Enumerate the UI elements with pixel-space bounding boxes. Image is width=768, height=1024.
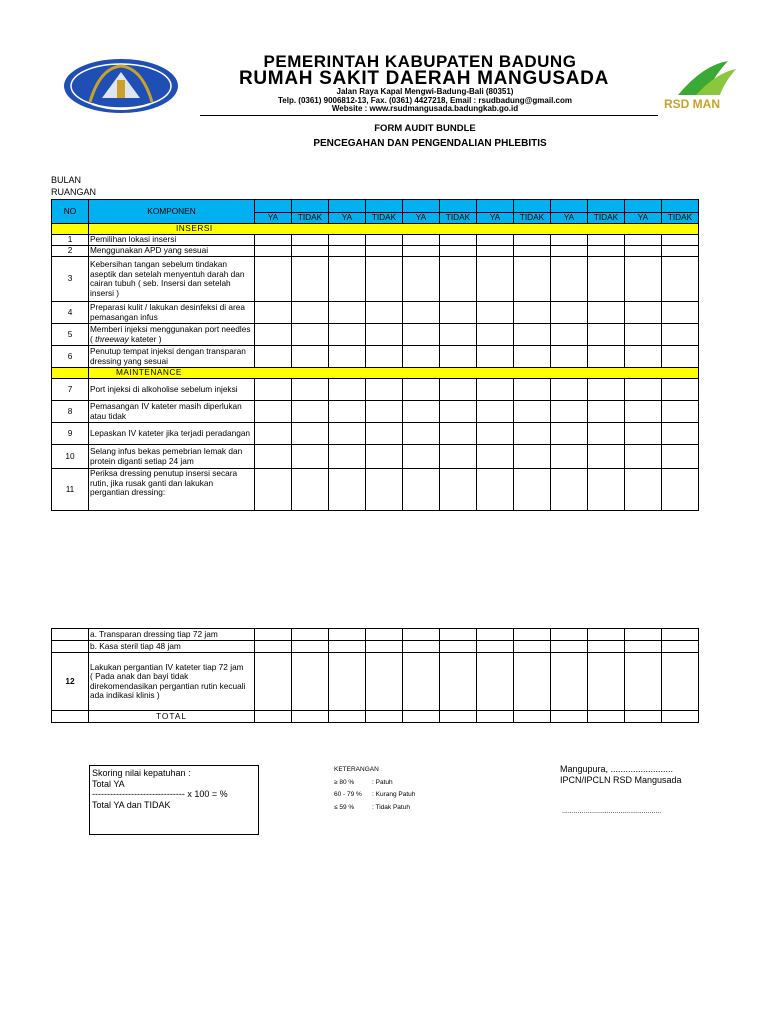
keterangan-block [334,764,415,814]
rsd-mangusada-logo [658,55,768,115]
score-cell[interactable] [255,469,292,511]
row-number [52,641,89,653]
score-cell[interactable] [514,641,551,653]
header-blank [662,200,699,213]
header-ya-tidak: TIDAK [588,213,625,224]
score-cell[interactable] [292,246,329,257]
score-cell[interactable] [255,629,292,641]
kop-website: Website : www.rsudmangusada.badungkab.go.id [331,104,519,113]
score-cell[interactable] [588,246,625,257]
row-number: 9 [52,423,89,445]
row-komponen: Selang infus bekas pemebrian lemak dan protein diganti setiap 24 jam [89,445,255,469]
header-komponen: KOMPONEN [89,200,255,224]
score-cell[interactable] [292,653,329,711]
score-cell[interactable] [662,629,699,641]
score-cell[interactable] [440,653,477,711]
score-cell[interactable] [292,641,329,653]
score-cell[interactable] [292,423,329,445]
score-cell[interactable] [477,235,514,246]
score-cell[interactable] [551,469,588,511]
score-cell[interactable] [625,711,662,723]
score-cell[interactable] [588,346,625,368]
header-blank [329,200,366,213]
score-cell[interactable] [403,257,440,302]
score-cell[interactable] [625,445,662,469]
score-cell[interactable] [588,379,625,401]
score-cell[interactable] [329,423,366,445]
score-cell[interactable] [366,257,403,302]
score-cell[interactable] [292,711,329,723]
score-cell[interactable] [662,641,699,653]
row-number: 10 [52,445,89,469]
score-cell[interactable] [255,235,292,246]
score-cell[interactable] [292,629,329,641]
row-number: 3 [52,257,89,302]
score-cell[interactable] [514,346,551,368]
header-blank [588,200,625,213]
score-cell[interactable] [255,711,292,723]
keterangan-item: ≤ 59 % : Tidak Patuh [334,803,410,811]
row-number [52,629,89,641]
score-cell[interactable] [255,324,292,346]
score-cell[interactable] [662,423,699,445]
score-cell[interactable] [440,401,477,423]
score-cell[interactable] [514,423,551,445]
header-blank [625,200,662,213]
score-cell[interactable] [477,302,514,324]
score-cell[interactable] [403,401,440,423]
score-cell[interactable] [329,653,366,711]
score-cell[interactable] [329,235,366,246]
header-blank [440,200,477,213]
score-cell[interactable] [366,302,403,324]
score-cell[interactable] [403,445,440,469]
row-komponen: b. Kasa steril tiap 48 jam [89,641,255,653]
row-number: 7 [52,379,89,401]
score-cell[interactable] [403,346,440,368]
score-cell[interactable] [329,246,366,257]
score-cell[interactable] [514,653,551,711]
score-cell[interactable] [662,257,699,302]
score-cell[interactable] [292,235,329,246]
score-cell[interactable] [625,653,662,711]
score-cell[interactable] [440,346,477,368]
score-cell[interactable] [440,246,477,257]
kop-address-block [196,88,654,114]
form-title: FORM AUDIT BUNDLE [374,123,476,134]
score-cell[interactable] [477,653,514,711]
score-cell[interactable] [440,641,477,653]
header-ya-tidak: YA [551,213,588,224]
score-cell[interactable] [292,379,329,401]
score-cell[interactable] [255,401,292,423]
score-cell[interactable] [440,423,477,445]
score-cell[interactable] [477,379,514,401]
score-cell[interactable] [403,423,440,445]
row-komponen: a. Transparan dressing tiap 72 jam [89,629,255,641]
score-cell[interactable] [366,235,403,246]
score-cell[interactable] [329,324,366,346]
keterangan-item: ≥ 80 % : Patuh [334,778,393,786]
score-cell[interactable] [588,653,625,711]
header-ya-tidak: YA [255,213,292,224]
row-komponen: Penutup tempat injeksi dengan transparan dressing yang sesuai [89,346,255,368]
keterangan-item: 60 - 79 % : Kurang Patuh [334,791,416,798]
score-cell[interactable] [588,629,625,641]
score-cell[interactable] [625,629,662,641]
score-cell[interactable] [403,711,440,723]
score-cell[interactable] [292,346,329,368]
section-maintenance-cell [52,368,89,379]
score-cell[interactable] [329,445,366,469]
score-cell[interactable] [477,445,514,469]
score-cell[interactable] [329,469,366,511]
score-cell[interactable] [662,246,699,257]
score-cell[interactable] [477,401,514,423]
score-cell[interactable] [440,257,477,302]
score-cell[interactable] [625,379,662,401]
signature-block [560,764,682,786]
header-blank [292,200,329,213]
skoring-title: Skoring nilai kepatuhan : [92,768,191,778]
score-cell[interactable] [292,401,329,423]
score-cell[interactable] [551,257,588,302]
score-cell[interactable] [551,629,588,641]
score-cell[interactable] [625,401,662,423]
score-cell[interactable] [255,346,292,368]
score-cell[interactable] [366,469,403,511]
score-cell[interactable] [329,379,366,401]
header-blank [403,200,440,213]
row-number: 4 [52,302,89,324]
header-ya-tidak: TIDAK [440,213,477,224]
score-cell[interactable] [662,324,699,346]
keterangan-title: KETERANGAN [334,766,379,773]
page-break-gap [52,511,699,629]
score-cell[interactable] [662,379,699,401]
score-cell[interactable] [551,445,588,469]
score-cell[interactable] [588,423,625,445]
header-ya-tidak: YA [403,213,440,224]
score-cell[interactable] [662,653,699,711]
score-cell[interactable] [329,629,366,641]
header-ya-tidak: TIDAK [366,213,403,224]
skoring-total-ya-tidak: Total YA dan TIDAK [92,799,171,810]
row-komponen: Port injeksi di alkoholise sebelum injeksi [89,379,255,401]
score-cell[interactable] [403,246,440,257]
score-cell[interactable] [514,445,551,469]
form-subtitle: PENCEGAHAN DAN PENGENDALIAN PHLEBITIS [313,138,547,149]
row-number: 11 [52,469,89,511]
score-cell[interactable] [255,302,292,324]
score-cell[interactable] [440,324,477,346]
score-cell[interactable] [662,445,699,469]
score-cell[interactable] [625,469,662,511]
score-cell[interactable] [403,379,440,401]
score-cell[interactable] [403,629,440,641]
score-cell[interactable] [588,445,625,469]
score-cell[interactable] [551,324,588,346]
score-cell[interactable] [625,235,662,246]
kop-divider [200,115,658,116]
header-blank [477,200,514,213]
score-cell[interactable] [292,469,329,511]
score-cell[interactable] [514,379,551,401]
score-cell[interactable] [514,246,551,257]
kop-line-2: RUMAH SAKIT DAERAH MANGUSADA [238,68,610,89]
row-number: 6 [52,346,89,368]
score-cell[interactable] [366,401,403,423]
total-no-cell [52,711,89,723]
header-ya-tidak: YA [625,213,662,224]
kop-line-1: PEMERINTAH KABUPATEN BADUNG [263,52,577,71]
skoring-formula: ------------------------------- x 100 = % [92,789,228,799]
score-cell[interactable] [588,641,625,653]
score-cell[interactable] [403,302,440,324]
score-cell[interactable] [329,641,366,653]
score-cell[interactable] [625,423,662,445]
header-blank [255,200,292,213]
total-label: TOTAL [89,711,255,723]
header-ya-tidak: TIDAK [514,213,551,224]
score-cell[interactable] [292,445,329,469]
score-cell[interactable] [551,711,588,723]
score-cell[interactable] [588,257,625,302]
section-insersi-cell [52,224,89,235]
score-cell[interactable] [329,711,366,723]
score-cell[interactable] [329,257,366,302]
score-cell[interactable] [292,302,329,324]
score-cell[interactable] [403,235,440,246]
score-cell[interactable] [551,641,588,653]
score-cell[interactable] [588,235,625,246]
score-cell[interactable] [514,401,551,423]
row-komponen: Memberi injeksi menggunakan port needles ( threeway kateter ) [89,324,255,346]
kop-address: Jalan Raya Kapal Mengwi-Badung-Bali (80351) [336,87,514,96]
row-number: 1 [52,235,89,246]
score-cell[interactable] [477,246,514,257]
signature-role: IPCN/IPCLN RSD Mangusada [560,775,682,785]
score-cell[interactable] [440,302,477,324]
score-cell[interactable] [366,445,403,469]
audit-table [51,199,699,723]
score-cell[interactable] [514,469,551,511]
score-cell[interactable] [440,379,477,401]
row-komponen: Menggunakan APD yang sesuai [89,246,255,257]
row-komponen: Preparasi kulit / lakukan desinfeksi di area pemasangan infus [89,302,255,324]
score-cell[interactable] [662,711,699,723]
score-cell[interactable] [292,257,329,302]
score-cell[interactable] [366,653,403,711]
score-cell[interactable] [366,641,403,653]
score-cell[interactable] [477,469,514,511]
score-cell[interactable] [477,641,514,653]
section-insersi: INSERSI [89,224,699,235]
score-cell[interactable] [255,257,292,302]
score-cell[interactable] [255,653,292,711]
score-cell[interactable] [588,469,625,511]
score-cell[interactable] [662,401,699,423]
skoring-box [89,765,259,835]
kop-contact: Telp. (0361) 9006812-13, Fax. (0361) 4427218, Email : rsudbadung@gmail.com [277,95,572,105]
score-cell[interactable] [440,629,477,641]
score-cell[interactable] [551,302,588,324]
score-cell[interactable] [551,423,588,445]
score-cell[interactable] [477,324,514,346]
score-cell[interactable] [366,379,403,401]
score-cell[interactable] [403,324,440,346]
score-cell[interactable] [514,629,551,641]
score-cell[interactable] [551,346,588,368]
score-cell[interactable] [329,302,366,324]
score-cell[interactable] [255,423,292,445]
row-komponen: Lepaskan IV kateter jika terjadi peradangan [89,423,255,445]
score-cell[interactable] [255,379,292,401]
header-blank [366,200,403,213]
score-cell[interactable] [514,302,551,324]
row-komponen: Periksa dressing penutup insersi secara rutin, jika rusak ganti dan lakukan pergantian dressing: [89,469,255,511]
score-cell[interactable] [551,246,588,257]
score-cell[interactable] [588,324,625,346]
row-komponen: Lakukan pergantian IV kateter tiap 72 jam ( Pada anak dan bayi tidak direkomendasikan pergantian rutin kecuali ada indikasi klinis ) [89,653,255,711]
header-ya-tidak: YA [329,213,366,224]
score-cell[interactable] [366,346,403,368]
score-cell[interactable] [292,324,329,346]
row-number: 2 [52,246,89,257]
score-cell[interactable] [366,324,403,346]
score-cell[interactable] [625,324,662,346]
score-cell[interactable] [403,653,440,711]
score-cell[interactable] [255,641,292,653]
score-cell[interactable] [440,445,477,469]
score-cell[interactable] [662,469,699,511]
score-cell[interactable] [551,653,588,711]
score-cell[interactable] [403,641,440,653]
badung-emblem-logo [62,58,180,114]
score-cell[interactable] [514,235,551,246]
score-cell[interactable] [440,711,477,723]
score-cell[interactable] [662,302,699,324]
row-komponen: Pemilihan lokasi insersi [89,235,255,246]
score-cell[interactable] [625,257,662,302]
score-cell[interactable] [625,346,662,368]
score-cell[interactable] [366,423,403,445]
rsd-logo-text: RSD MAN [664,97,720,111]
header-ya-tidak: TIDAK [292,213,329,224]
score-cell[interactable] [551,379,588,401]
row-number: 12 [52,653,89,711]
score-cell[interactable] [329,346,366,368]
score-cell[interactable] [329,401,366,423]
score-cell[interactable] [477,346,514,368]
row-komponen: Kebersihan tangan sebelum tindakan aseptik dan setelah menyentuh darah dan cairan tubuh ( seb. Insersi dan setelah insersi ) [89,257,255,302]
score-cell[interactable] [588,401,625,423]
score-cell[interactable] [588,711,625,723]
bulan-label: BULAN [51,175,82,185]
score-cell[interactable] [403,469,440,511]
score-cell[interactable] [440,235,477,246]
header-blank [551,200,588,213]
row-komponen: Pemasangan IV kateter masih diperlukan atau tidak [89,401,255,423]
score-cell[interactable] [625,246,662,257]
score-cell[interactable] [477,629,514,641]
score-cell[interactable] [440,469,477,511]
score-cell[interactable] [255,445,292,469]
ruangan-label: RUANGAN [51,187,97,197]
score-cell[interactable] [551,235,588,246]
header-no: NO [52,200,89,224]
score-cell[interactable] [625,302,662,324]
row-number: 5 [52,324,89,346]
score-cell[interactable] [625,641,662,653]
score-cell[interactable] [662,235,699,246]
score-cell[interactable] [662,346,699,368]
header-ya-tidak: YA [477,213,514,224]
score-cell[interactable] [366,711,403,723]
score-cell[interactable] [255,246,292,257]
score-cell[interactable] [477,711,514,723]
score-cell[interactable] [514,324,551,346]
section-maintenance: MAINTENANCE [89,368,699,379]
skoring-total-ya: Total YA [92,778,125,789]
signature-place-date: Mangupura, ......................... [560,764,674,774]
score-cell[interactable] [514,711,551,723]
score-cell[interactable] [366,246,403,257]
score-cell[interactable] [551,401,588,423]
row-number: 8 [52,401,89,423]
header-ya-tidak: TIDAK [662,213,699,224]
header-blank [514,200,551,213]
score-cell[interactable] [366,629,403,641]
score-cell[interactable] [477,423,514,445]
score-cell[interactable] [477,257,514,302]
score-cell[interactable] [588,302,625,324]
score-cell[interactable] [514,257,551,302]
signature-line: ................................................... [562,808,662,815]
